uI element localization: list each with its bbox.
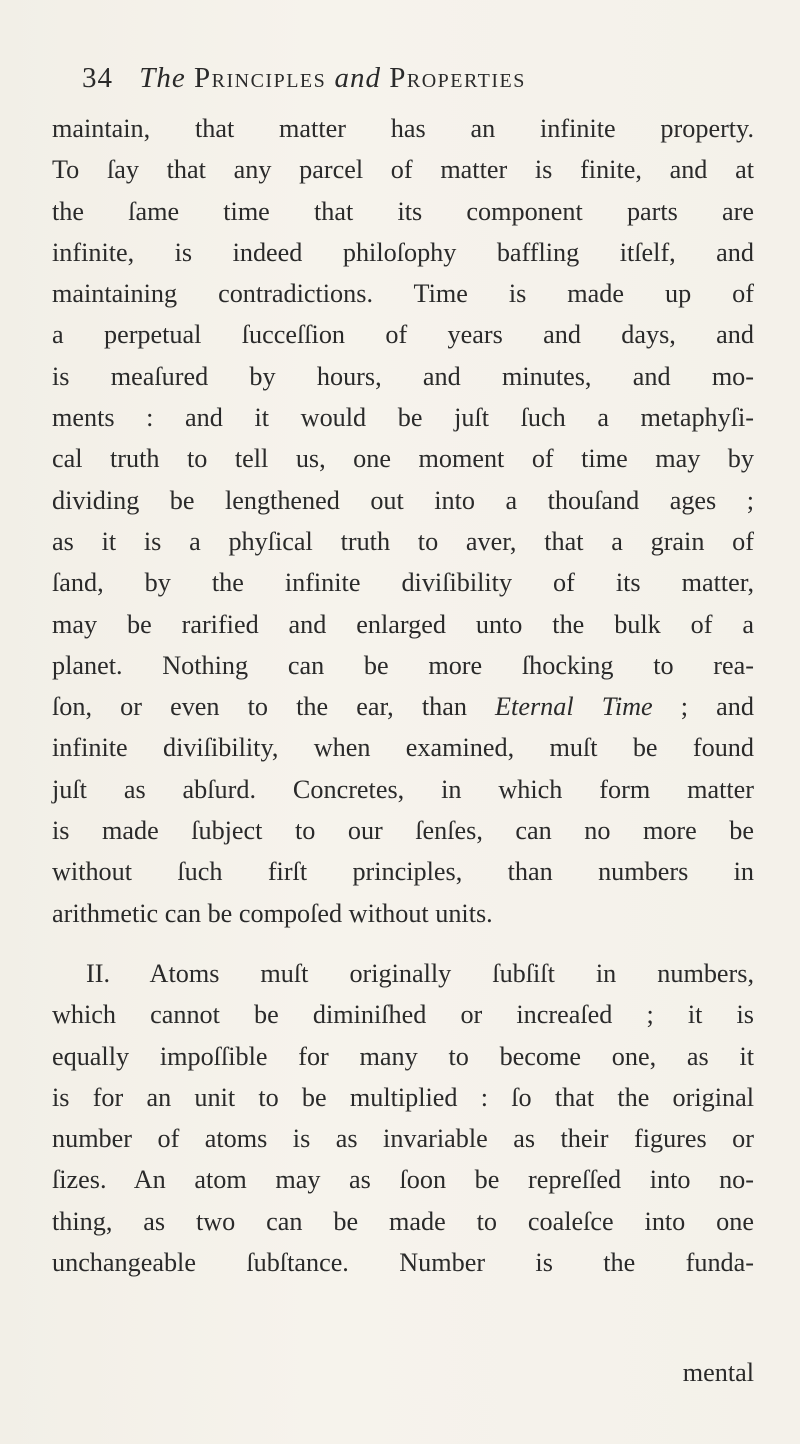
text-line: the ſame time that its component parts are xyxy=(52,196,754,226)
text-line: dividing be lengthened out into a thouſand ages ; xyxy=(52,485,754,515)
text-line: is for an unit to be multiplied : ſo that the original xyxy=(52,1082,754,1112)
text-line: infinite diviſibility, when examined, muſt be found xyxy=(52,733,754,763)
header-word-principles: Principles xyxy=(194,62,327,94)
header-word-properties: Properties xyxy=(389,62,526,94)
text-line: number of atoms is as invariable as their figures or xyxy=(52,1124,754,1154)
text-line: maintain, that matter has an infinite property. xyxy=(52,114,754,143)
italic-phrase: Eternal Time xyxy=(495,692,653,722)
header-word-and: and xyxy=(334,62,382,94)
text-line: unchangeable ſubſtance. Number is the funda- xyxy=(52,1248,754,1278)
running-header xyxy=(82,62,702,102)
text-line: as it is a phyſical truth to aver, that a grain of xyxy=(52,526,754,556)
paragraph-1 xyxy=(52,108,754,934)
text-line: thing, as two can be made to coaleſce into one xyxy=(52,1206,754,1236)
text-line: a perpetual ſucceſſion of years and days, and xyxy=(52,320,754,350)
text-line: ſand, by the infinite diviſibility of its matter, xyxy=(52,568,754,598)
line-text-before: ſon, or even to the ear, than xyxy=(52,692,496,722)
text-line: which cannot be diminiſhed or increaſed ; it is xyxy=(52,1000,754,1030)
text-line: ſizes. An atom may as ſoon be repreſſed into no- xyxy=(52,1165,754,1195)
text-line-eternal-time xyxy=(52,686,754,727)
text-line: juſt as abſurd. Concretes, in which form matter xyxy=(52,774,754,804)
text-line: is meaſured by hours, and minutes, and mo- xyxy=(52,361,754,391)
text-line: without ſuch firſt principles, than numbers in xyxy=(52,857,754,887)
text-line: is made ſubject to our ſenſes, can no more be xyxy=(52,816,754,846)
text-line: equally impoſſible for many to become one, as it xyxy=(52,1041,754,1071)
text-line: planet. Nothing can be more ſhocking to rea- xyxy=(52,650,754,680)
text-line: ments : and it would be juſt ſuch a metaphyſi- xyxy=(52,403,754,433)
paragraph-2 xyxy=(52,953,754,1283)
text-line: may be rarified and enlarged unto the bulk of a xyxy=(52,609,754,639)
text-line: To ſay that any parcel of matter is finite, and at xyxy=(52,155,754,185)
text-line: maintaining contradictions. Time is made up of xyxy=(52,279,754,309)
body-text xyxy=(52,108,754,1283)
catchword: mental xyxy=(682,1358,754,1387)
header-word-the: The xyxy=(139,62,186,94)
text-line: infinite, is indeed philoſophy baffling itſelf, and xyxy=(52,237,754,267)
line-text-after: ; and xyxy=(652,692,754,722)
text-line: arithmetic can be compoſed without units. xyxy=(52,898,493,928)
text-line: II. Atoms muſt originally ſubſiſt in numbers, xyxy=(86,958,754,988)
page-number: 34 xyxy=(82,62,113,94)
text-line: cal truth to tell us, one moment of time may by xyxy=(52,444,754,474)
paragraph-gap xyxy=(52,934,754,953)
